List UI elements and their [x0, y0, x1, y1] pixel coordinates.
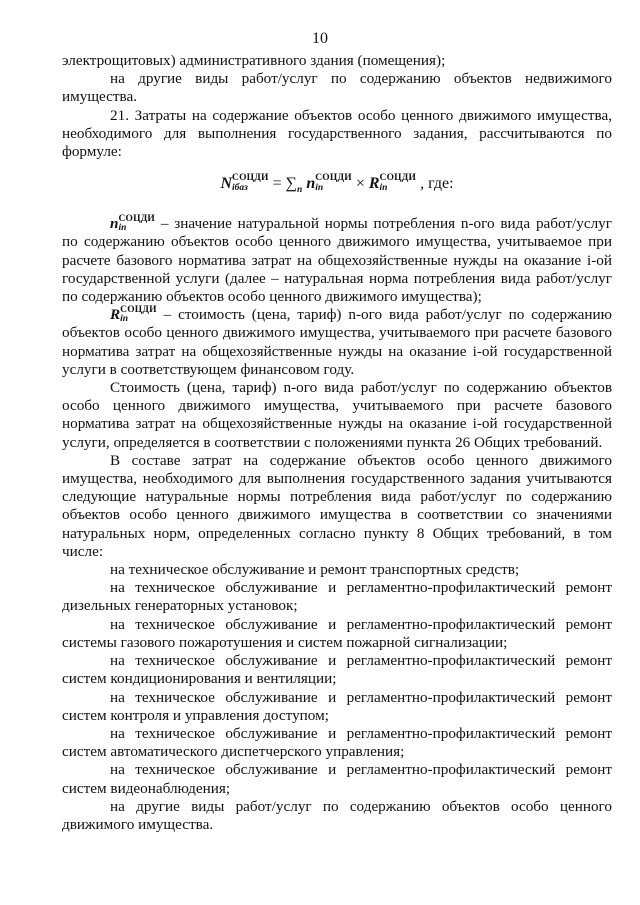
list-item: на техническое обслуживание и регламентно-профилактический ремонт систем кондиционирования и вентиляции; — [62, 652, 612, 688]
paragraph-21: 21. Затраты на содержание объектов особо ценного движимого имущества, необходимого для выполнения государственного задания, рассчитываются по формуле: — [62, 106, 612, 161]
formula-term1-sub: in — [315, 183, 324, 194]
paragraph-cost: Стоимость (цена, тариф) n-ого вида работ/услуг по содержанию объектов особо ценного движимого имущества, учитываемого при расчете базового норматива затрат на общехозяйственные нужды на оказание i-ой государственной услуги, определяется в соответствии с положениями пункта 26 Общих требований. — [62, 379, 612, 451]
list-item: на техническое обслуживание и регламентно-профилактический ремонт дизельных генераторных установок; — [62, 579, 612, 615]
formula-term2: R — [368, 175, 380, 193]
definition-r — [62, 306, 612, 379]
formula-tail: , где: — [416, 175, 454, 193]
formula-term1-sup: СОЦДИ — [315, 173, 352, 184]
formula-term1: n — [306, 175, 316, 193]
definition-r-text: – стоимость (цена, тариф) n-ого вида работ/услуг по содержанию объектов особо ценного движимого имущества, учитываемого при расчете базового норматива затрат на общехозяйственные нужды на оказание i-ой государственной услуги в соответствующем финансовом году. — [62, 306, 612, 378]
list-item: на техническое обслуживание и регламентно-профилактический ремонт систем видеонаблюдения; — [62, 761, 612, 797]
formula-sum-sub: n — [297, 185, 303, 196]
formula-equals-sum: = ∑ — [268, 175, 298, 193]
cost-formula — [62, 173, 612, 201]
definition-n — [62, 215, 612, 306]
definition-n-text: – значение натуральной нормы потребления n-ого вида работ/услуг по содержанию объектов особо ценного движимого имущества, учитываемое при расчете базового норматива затрат на общехозяйственные нужды на оказание i-ой государственной услуги (далее – натуральная норма потребления вида работ/услуг по содержанию объектов особо ценного движимого имущества); — [62, 215, 612, 306]
definition-r-var: R — [110, 306, 121, 324]
list-item: на техническое обслуживание и ремонт транспортных средств; — [110, 561, 520, 579]
definition-n-var: n — [110, 215, 119, 233]
list-item: на техническое обслуживание и регламентно-профилактический ремонт систем автоматического диспетчерского управления; — [62, 724, 612, 761]
definition-n-sup: СОЦДИ — [118, 214, 156, 225]
formula-lhs-sub: iбаз — [232, 183, 248, 194]
paragraph-real-estate: на другие виды работ/услуг по содержанию объектов недвижимого имущества. — [62, 70, 612, 106]
list-item: на техническое обслуживание и регламентно-профилактический ремонт системы газового пожаротушения и систем пожарной сигнализации; — [62, 615, 612, 651]
paragraph-composition: В составе затрат на содержание объектов особо ценного движимого имущества, необходимого для выполнения государственного задания учитываются следующие натуральные нормы потребления вида работ/услуг по содержанию объектов особо ценного движимого имущества в соответствии со значениями натуральных норм, определенных согласно пункту 8 Общих требований, в том числе: — [62, 451, 612, 560]
formula-term2-sup: СОЦДИ — [379, 173, 417, 184]
paragraph-continuation: электрощитовых) административного здания (помещения); — [62, 52, 446, 69]
page-number: 10 — [312, 30, 328, 47]
list-item: на техническое обслуживание и регламентно-профилактический ремонт систем контроля и управления доступом; — [62, 688, 612, 724]
formula-term2-sub: in — [379, 183, 388, 194]
definition-r-sup: СОЦДИ — [120, 305, 157, 316]
document-body — [62, 52, 612, 834]
list-item: на другие виды работ/услуг по содержанию объектов особо ценного движимого имущества. — [62, 797, 612, 833]
formula-lhs: N — [220, 175, 233, 193]
definition-n-sub: in — [118, 223, 127, 234]
formula-lhs-sup: СОЦДИ — [232, 173, 269, 184]
definition-r-sub: in — [120, 314, 129, 325]
formula-times: × — [351, 175, 369, 193]
